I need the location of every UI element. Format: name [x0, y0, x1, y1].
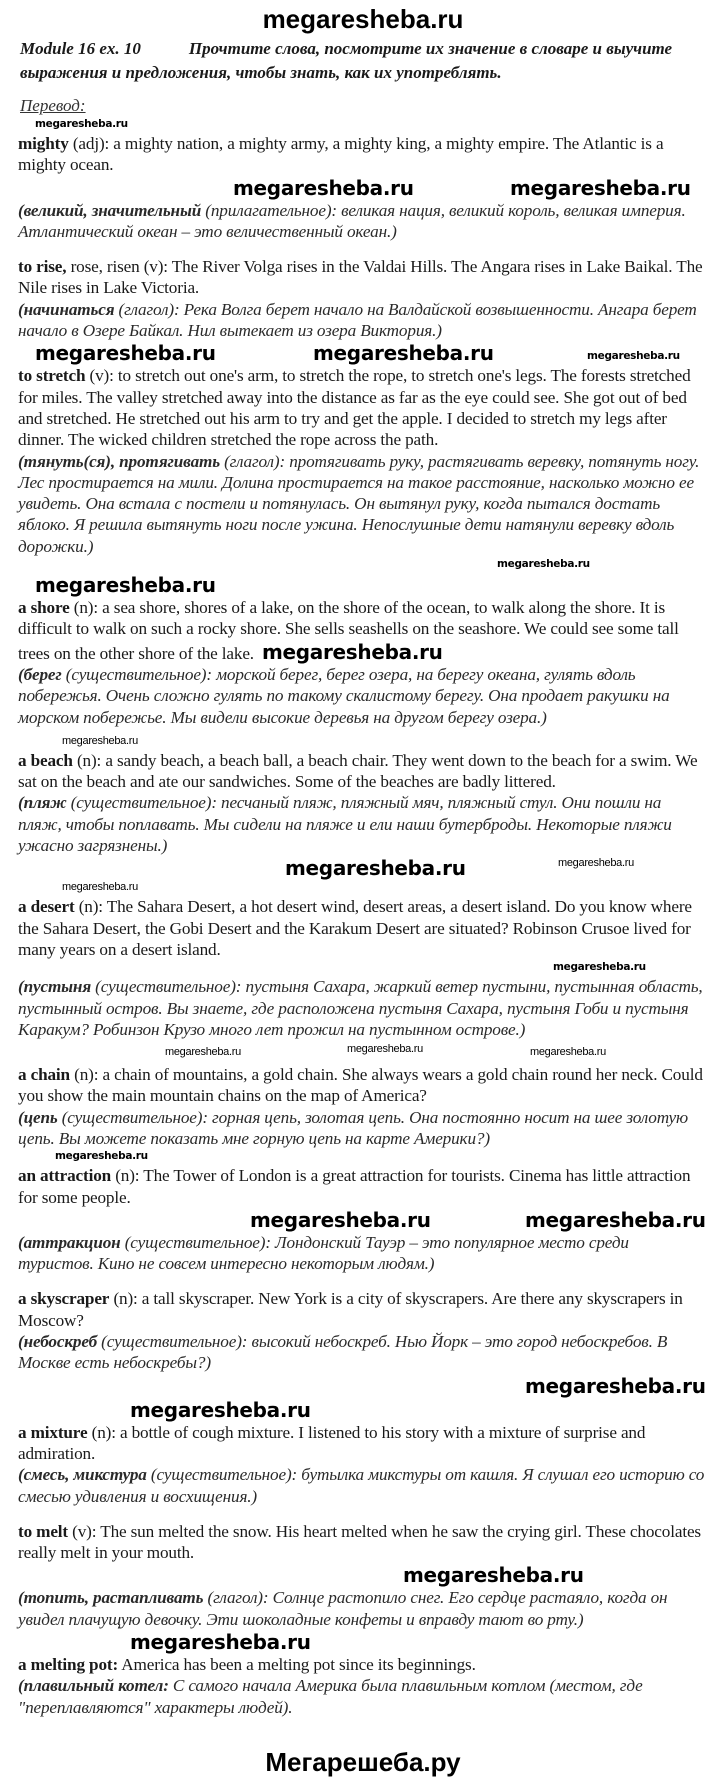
- entry-definition: America has been a melting pot since its beginnings.: [118, 1655, 476, 1675]
- entry-definition: (n): a sea shore, shores of a lake, on the shore of the ocean, to walk along the shore. It is difficult to walk on such a rocky shore. She sells seashells on the seashore. We could see some tall trees on the other shore of the lake.: [18, 598, 679, 663]
- watermark-row: [18, 960, 708, 976]
- watermark: megaresheba.ru: [62, 881, 138, 894]
- watermark: megaresheba.ru: [55, 1150, 148, 1163]
- watermark: megaresheba.ru: [130, 1397, 311, 1422]
- watermark-row: [18, 734, 708, 750]
- footer-title: Мегарешеба.ру: [265, 1746, 461, 1777]
- watermark: megaresheba.ru: [525, 1373, 706, 1398]
- entry-ru-definition: (глагол): Река Волга берет начало на Валдайской возвышенности. Ангара берет начало в Озере Байкал. Нил вытекает из озера Виктория.): [18, 299, 697, 341]
- exercise-header: [18, 37, 708, 85]
- watermark: megaresheba.ru: [525, 1207, 706, 1232]
- watermark-row: [18, 1208, 708, 1232]
- entry-ru-definition: (существительное): высокий небоскреб. Нью Йорк – это город небоскребов. В Москве есть небоскребы?): [18, 1332, 668, 1373]
- entry-term: a desert: [18, 897, 75, 917]
- entry-term: a melting pot:: [18, 1655, 119, 1675]
- entry-to-melt: [18, 1521, 708, 1564]
- entry-ru-definition: (существительное): песчаный пляж, пляжный мяч, пляжный стул. Они пошли на пляж, чтобы поплавать. Мы сидели на пляже и ели наши бутерброды. Некоторые пляжи ужасно загрязнены.): [18, 793, 672, 856]
- watermark-row: [18, 1374, 708, 1398]
- watermark: megaresheba.ru: [233, 175, 414, 200]
- entry-ru-term: (плавильный котел:: [18, 1676, 169, 1696]
- entry-to-stretch: [18, 365, 708, 557]
- entry-a-melting-pot: [18, 1654, 708, 1718]
- watermark-row: [18, 557, 708, 573]
- entry-ru-term: (топить, растапливать: [18, 1588, 204, 1608]
- entry-definition: (n): a bottle of cough mixture. I listened to his story with a mixture of surprise and admiration.: [18, 1422, 646, 1463]
- entry-a-shore: [18, 597, 708, 728]
- entry-ru-term: (великий, значительный: [18, 200, 202, 220]
- entry-ru-definition: (глагол): Солнце растопило снег. Его сердце растаяло, когда он увидел плачущую девочку. Эти шоколадные конфеты и вправду тают во рту.): [18, 1588, 668, 1629]
- entry-term: a shore: [18, 598, 70, 618]
- entry-term: mighty: [18, 134, 69, 153]
- entry-ru-term: (пустыня: [18, 977, 92, 997]
- entry-definition: (n): a chain of mountains, a gold chain. She always wears a gold chain round her neck. Could you show the main mountain chains on the map of America?: [18, 1065, 703, 1106]
- entry-term: to rise,: [18, 257, 67, 277]
- watermark-row: [18, 1630, 708, 1654]
- watermark: megaresheba.ru: [250, 1207, 431, 1232]
- entry-ru-term: (начинаться: [18, 299, 115, 319]
- entry-ru-term: (берег: [18, 664, 62, 684]
- entry-mighty: [18, 133, 708, 176]
- entry-definition: (v): to stretch out one's arm, to stretch the rope, to stretch one's legs. The forests stretched for miles. The valley stretched away into the distance as far as the eye could see. She got out of bed and stretched. He stretched out his arm to try and get the apple. I decided to stretch my legs after dinner. The wicked children stretched the rope across the path.: [18, 366, 691, 450]
- entry-term: to stretch: [18, 366, 86, 386]
- site-title: megaresheba.ru: [262, 4, 464, 34]
- watermark: megaresheba.ru: [261, 639, 443, 664]
- watermark-row: [18, 1398, 708, 1422]
- entry-ru-definition: (существительное): Лондонский Тауэр – это популярное место среди туристов. Кино не совсем интересно некоторым людям.): [18, 1232, 629, 1274]
- entry-ru-definition: (существительное): горная цепь, золотая цепь. Она постоянно носит на шее золотую цепь. Вы можете показать мне горную цепь на карте Америки?): [18, 1107, 689, 1148]
- watermark-row: [18, 1042, 708, 1064]
- entry-definition: (n): The Tower of London is a great attraction for tourists. Cinema has little attraction for some people.: [18, 1166, 691, 1207]
- entry-a-beach: [18, 750, 708, 856]
- entry-term: to melt: [18, 1521, 69, 1541]
- instruction-text: Прочтите слова, посмотрите их значение в словаре и выучите выражения и предложения, чтобы знать, как их употреблять.: [20, 39, 673, 82]
- entry-ru-term: (аттракцион: [18, 1232, 121, 1252]
- watermark: megaresheba.ru: [313, 341, 494, 366]
- entry-ru-term: (тянуть(ся), протягивать: [18, 451, 220, 471]
- entry-term: an attraction: [18, 1166, 112, 1186]
- watermark-row: [18, 341, 708, 365]
- watermark: megaresheba.ru: [130, 1630, 311, 1655]
- entry-a-mixture: [18, 1422, 708, 1507]
- watermark: megaresheba.ru: [35, 573, 216, 598]
- entry-a-desert-translation: [18, 976, 708, 1040]
- entry-ru-term: (цепь: [18, 1107, 58, 1127]
- watermark: megaresheba.ru: [35, 341, 216, 366]
- watermark-row: [18, 1149, 708, 1165]
- watermark: megaresheba.ru: [403, 1563, 584, 1588]
- watermark: megaresheba.ru: [62, 734, 138, 747]
- entry-ru-term: (пляж: [18, 793, 67, 813]
- watermark: megaresheba.ru: [497, 558, 590, 571]
- watermark: megaresheba.ru: [35, 118, 128, 130]
- entry-term: a beach: [18, 750, 73, 770]
- watermark: megaresheba.ru: [587, 350, 680, 363]
- watermark-row: [18, 880, 708, 896]
- entry-ru-definition: (прилагательное): великая нация, великий король, великая империя. Атлантический океан – это величественный океан.): [18, 200, 686, 241]
- entry-ru-definition: (глагол): протягивать руку, растягивать веревку, потянуть ногу. Лес простирается на мили. Долина простирается на такое расстояние, насколько можно ее увидеть. Она встала с постели и потянулась. Он вытянул руку, когда пытался достать яблоко. Я решила вытянуть ноги после ужина. Непослушные дети натянули веревку вдоль дорожки.): [18, 451, 700, 556]
- entry-ru-definition: С самого начала Америка была плавильным котлом (местом, где "переплавляются" характеры людей).: [18, 1676, 643, 1717]
- entry-a-chain: [18, 1064, 708, 1149]
- watermark: megaresheba.ru: [165, 1046, 241, 1059]
- watermark-row: [18, 573, 708, 597]
- entry-ru-term: (небоскреб: [18, 1332, 98, 1352]
- entry-an-attraction-translation: [18, 1232, 708, 1275]
- entry-term: a mixture: [18, 1422, 88, 1442]
- watermark-row: [18, 117, 708, 133]
- entry-definition: (adj): a mighty nation, a mighty army, a mighty king, a mighty empire. The Atlantic is a mighty ocean.: [18, 134, 664, 175]
- entry-mighty-translation: [18, 200, 708, 243]
- entry-term: a skyscraper: [18, 1289, 110, 1309]
- entry-to-rise: [18, 256, 708, 341]
- watermark-row: [18, 1563, 708, 1587]
- entry-to-melt-translation: [18, 1587, 708, 1630]
- entry-ru-definition: (существительное): пустыня Сахара, жаркий ветер пустыни, пустынная область, пустынный остров. Вы знаете, где расположена пустыня Сахара, пустыня Гоби и пустыня Каракум? Робинзон Крузо много лет прожил на пустынном острове.): [18, 977, 703, 1039]
- entry-an-attraction: [18, 1165, 708, 1208]
- entry-definition: rose, risen (v): The River Volga rises in the Valdai Hills. The Angara rises in Lake Baikal. The Nile rises in Lake Victoria.: [18, 257, 703, 298]
- watermark: megaresheba.ru: [558, 857, 634, 870]
- entry-definition: (n): a tall skyscraper. New York is a city of skyscrapers. Are there any skyscrapers in Moscow?: [18, 1289, 683, 1330]
- entry-term: a chain: [18, 1065, 70, 1085]
- watermark-row: [18, 856, 708, 880]
- watermark-row: [18, 176, 708, 200]
- entry-definition: (n): The Sahara Desert, a hot desert wind, desert areas, a desert island. Do you know where the Sahara Desert, the Gobi Desert and the Karakum Desert are situated? Robinson Crusoe lived for many years on a desert island.: [18, 897, 692, 959]
- watermark: megaresheba.ru: [530, 1046, 606, 1059]
- entry-definition: (n): a sandy beach, a beach ball, a beach chair. They went down to the beach for a swim. We sat on the beach and ate our sandwiches. Some of the beaches are badly littered.: [18, 750, 698, 792]
- watermark: megaresheba.ru: [510, 175, 691, 200]
- watermark: megaresheba.ru: [347, 1043, 423, 1056]
- translation-label: Перевод:: [20, 96, 86, 115]
- entry-a-desert: [18, 896, 708, 960]
- entry-ru-term: (смесь, микстура: [18, 1465, 147, 1485]
- entry-definition: (v): The sun melted the snow. His heart melted when he saw the crying girl. These chocolates really melt in your mouth.: [18, 1521, 701, 1563]
- watermark: megaresheba.ru: [553, 961, 646, 974]
- entry-ru-definition: (существительное): морской берег, берег озера, на берегу океана, гулять вдоль побережья. Очень сложно гулять по такому скалистому берегу. Она продает ракушки на морском побережье. Мы видели высокие деревья на другом берегу озера.): [18, 664, 670, 727]
- watermark: megaresheba.ru: [285, 856, 466, 881]
- entry-a-skyscraper: [18, 1288, 708, 1373]
- entry-ru-definition: (существительное): бутылка микстуры от кашля. Я слушал его историю со смесью удивления и восхищения.): [18, 1465, 705, 1506]
- module-label: Module 16 ex. 10: [20, 39, 141, 58]
